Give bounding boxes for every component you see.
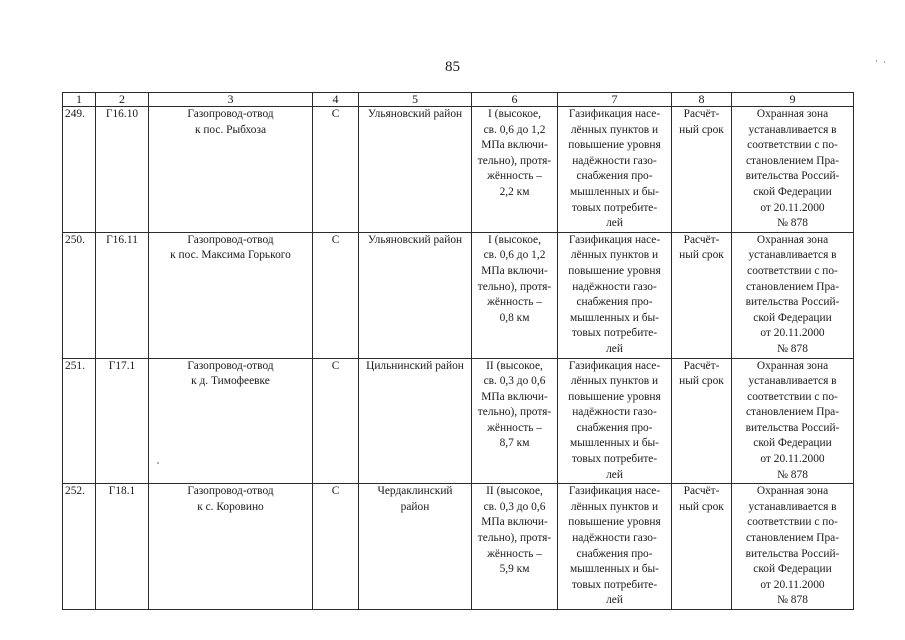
- cell-parameters-line: 0,8 км: [499, 311, 530, 324]
- column-header-4: 4: [313, 93, 359, 107]
- cell-number: 249.: [63, 107, 96, 233]
- column-header-5: 5: [359, 93, 472, 107]
- cell-purpose: [558, 232, 672, 358]
- cell-protection-zone-line: становлением Пра-: [745, 406, 840, 419]
- cell-protection-zone-line: № 878: [777, 468, 808, 481]
- cell-parameters-line: I (высокое,: [488, 233, 541, 246]
- column-number-row: [63, 93, 854, 107]
- cell-parameters-line: св. 0,6 до 1,2: [483, 249, 546, 262]
- cell-parameters-line: МПа включи-: [481, 264, 548, 277]
- cell-purpose-line: Газификация насе-: [568, 359, 661, 372]
- table-row: [63, 358, 854, 484]
- cell-purpose-line: Газификация насе-: [568, 485, 661, 498]
- cell-parameters-line: II (высокое,: [486, 359, 543, 372]
- column-header-2: 2: [96, 93, 149, 107]
- cell-parameters: [472, 107, 558, 233]
- cell-object-name: [149, 107, 313, 233]
- cell-protection-zone: [732, 232, 854, 358]
- cell-protection-zone-line: от 20.11.2000: [760, 578, 825, 591]
- cell-term: [672, 107, 732, 233]
- cell-purpose-line: повышение уровня: [568, 390, 661, 403]
- cell-protection-zone-line: устанавливается в: [748, 249, 837, 262]
- cell-protection-zone: [732, 484, 854, 610]
- cell-purpose-line: лённых пунктов и: [570, 500, 659, 513]
- cell-parameters-line: 8,7 км: [499, 437, 530, 450]
- cell-term-line: ный срок: [679, 123, 724, 136]
- cell-protection-zone-line: № 878: [777, 342, 808, 355]
- cell-parameters-line: св. 0,3 до 0,6: [483, 375, 546, 388]
- cell-term-line: Расчёт-: [683, 485, 720, 498]
- cell-protection-zone-line: соответствии с по-: [747, 390, 838, 403]
- cell-object-name-line: к пос. Рыбхоза: [194, 123, 267, 136]
- cell-object-name-line: Газопровод-отвод: [187, 108, 274, 120]
- cell-protection-zone-line: соответствии с по-: [747, 139, 838, 152]
- cell-type: С: [313, 107, 359, 233]
- cell-parameters-line: тельно), протя-: [477, 406, 552, 419]
- cell-parameters-line: МПа включи-: [481, 390, 548, 403]
- cell-protection-zone-line: Охранная зона: [756, 485, 829, 498]
- cell-parameters-line: МПа включи-: [481, 139, 548, 152]
- cell-protection-zone-line: от 20.11.2000: [760, 201, 825, 214]
- cell-code: Г18.1: [96, 484, 149, 610]
- column-header-7: 7: [558, 93, 672, 107]
- cell-parameters-line: I (высокое,: [488, 108, 541, 120]
- cell-protection-zone-line: ской Федерации: [753, 563, 832, 576]
- cell-purpose-line: снабжения про-: [576, 421, 653, 434]
- cell-purpose-line: Газификация насе-: [568, 233, 661, 246]
- cell-protection-zone-line: ской Федерации: [753, 185, 832, 198]
- cell-term-line: Расчёт-: [683, 359, 720, 372]
- cell-purpose-line: лей: [606, 217, 623, 230]
- cell-object-name-line: Газопровод-отвод: [187, 233, 274, 246]
- cell-purpose: [558, 107, 672, 233]
- cell-protection-zone: [732, 358, 854, 484]
- cell-protection-zone-line: устанавливается в: [748, 375, 837, 388]
- cell-parameters-line: II (высокое,: [486, 485, 543, 498]
- cell-code: Г17.1: [96, 358, 149, 484]
- cell-purpose-line: товых потребите-: [571, 453, 658, 466]
- cell-protection-zone-line: № 878: [777, 594, 808, 607]
- column-header-6: 6: [472, 93, 558, 107]
- cell-parameters-line: тельно), протя-: [477, 532, 552, 545]
- cell-purpose-line: лённых пунктов и: [570, 123, 659, 136]
- cell-code: Г16.10: [96, 107, 149, 233]
- cell-protection-zone-line: становлением Пра-: [745, 154, 840, 167]
- cell-district-line: Цильнинский район: [366, 359, 464, 372]
- cell-protection-zone-line: соответствии с по-: [747, 516, 838, 529]
- cell-object-name: [149, 232, 313, 358]
- cell-purpose-line: мышленных и бы-: [570, 437, 659, 450]
- cell-protection-zone-line: Охранная зона: [756, 233, 829, 246]
- cell-purpose-line: снабжения про-: [576, 547, 653, 560]
- cell-purpose: [558, 484, 672, 610]
- cell-district: [359, 358, 472, 484]
- cell-purpose-line: снабжения про-: [576, 296, 653, 309]
- scan-speck: [157, 462, 159, 464]
- column-header-3: 3: [149, 93, 313, 107]
- cell-term: [672, 358, 732, 484]
- cell-term-line: Расчёт-: [683, 108, 720, 120]
- cell-term-line: ный срок: [679, 249, 724, 262]
- cell-parameters-line: жённость –: [487, 296, 542, 309]
- cell-district-line: район: [400, 500, 430, 513]
- cell-purpose-line: товых потребите-: [571, 578, 658, 591]
- cell-district: [359, 232, 472, 358]
- cell-district-line: Ульяновский район: [367, 108, 463, 120]
- cell-purpose-line: лённых пунктов и: [570, 375, 659, 388]
- cell-term: [672, 484, 732, 610]
- cell-parameters-line: жённость –: [487, 170, 542, 183]
- cell-purpose-line: надёжности газо-: [572, 280, 657, 293]
- cell-code: Г16.11: [96, 232, 149, 358]
- cell-purpose: [558, 358, 672, 484]
- cell-purpose-line: повышение уровня: [568, 264, 661, 277]
- cell-purpose-line: лённых пунктов и: [570, 249, 659, 262]
- cell-type: С: [313, 358, 359, 484]
- cell-protection-zone-line: соответствии с по-: [747, 264, 838, 277]
- cell-purpose-line: товых потребите-: [571, 327, 658, 340]
- cell-protection-zone-line: вительства Россий-: [745, 421, 840, 434]
- cell-protection-zone-line: Охранная зона: [756, 108, 829, 120]
- column-header-8: 8: [672, 93, 732, 107]
- cell-object-name-line: к д. Тимофеевке: [191, 375, 270, 388]
- cell-purpose-line: товых потребите-: [571, 201, 658, 214]
- cell-protection-zone-line: от 20.11.2000: [760, 327, 825, 340]
- cell-type: С: [313, 484, 359, 610]
- cell-parameters-line: МПа включи-: [481, 516, 548, 529]
- cell-term: [672, 232, 732, 358]
- cell-parameters: [472, 358, 558, 484]
- cell-purpose-line: надёжности газо-: [572, 532, 657, 545]
- cell-protection-zone-line: Охранная зона: [756, 359, 829, 372]
- cell-protection-zone-line: вительства Россий-: [745, 296, 840, 309]
- table-body: [63, 107, 854, 610]
- scan-speck: [884, 61, 885, 63]
- cell-purpose-line: Газификация насе-: [568, 108, 661, 120]
- cell-protection-zone-line: ской Федерации: [753, 437, 832, 450]
- cell-object-name-line: Газопровод-отвод: [187, 485, 274, 498]
- cell-object-name-line: Газопровод-отвод: [187, 359, 274, 372]
- cell-purpose-line: мышленных и бы-: [570, 311, 659, 324]
- table-row: [63, 484, 854, 610]
- table-row: [63, 232, 854, 358]
- cell-purpose-line: надёжности газо-: [572, 154, 657, 167]
- cell-protection-zone: [732, 107, 854, 233]
- cell-parameters-line: 2,2 км: [499, 185, 530, 198]
- cell-protection-zone-line: № 878: [777, 217, 808, 230]
- cell-protection-zone-line: вительства Россий-: [745, 547, 840, 560]
- cell-term-line: Расчёт-: [683, 233, 720, 246]
- cell-purpose-line: повышение уровня: [568, 516, 661, 529]
- cell-parameters: [472, 232, 558, 358]
- cell-protection-zone-line: становлением Пра-: [745, 280, 840, 293]
- cell-object-name-line: к с. Коровино: [197, 500, 264, 513]
- cell-district-line: Чердаклинский: [377, 485, 453, 498]
- cell-number: 252.: [63, 484, 96, 610]
- cell-type: С: [313, 232, 359, 358]
- cell-purpose-line: повышение уровня: [568, 139, 661, 152]
- table-row: [63, 107, 854, 233]
- cell-purpose-line: надёжности газо-: [572, 406, 657, 419]
- cell-parameters: [472, 484, 558, 610]
- cell-parameters-line: жённость –: [487, 421, 542, 434]
- cell-number: 250.: [63, 232, 96, 358]
- cell-parameters-line: св. 0,6 до 1,2: [483, 123, 546, 136]
- cell-purpose-line: мышленных и бы-: [570, 185, 659, 198]
- cell-protection-zone-line: устанавливается в: [748, 500, 837, 513]
- column-header-9: 9: [732, 93, 854, 107]
- cell-parameters-line: тельно), протя-: [477, 280, 552, 293]
- cell-term-line: ный срок: [679, 375, 724, 388]
- cell-number: 251.: [63, 358, 96, 484]
- gas-pipeline-register-table: [62, 92, 854, 610]
- cell-district-line: Ульяновский район: [367, 233, 463, 246]
- cell-purpose-line: лей: [606, 342, 623, 355]
- cell-district: [359, 107, 472, 233]
- cell-purpose-line: лей: [606, 468, 623, 481]
- cell-object-name-line: к пос. Максима Горького: [170, 249, 291, 262]
- cell-parameters-line: жённость –: [487, 547, 542, 560]
- cell-term-line: ный срок: [679, 500, 724, 513]
- cell-purpose-line: мышленных и бы-: [570, 563, 659, 576]
- cell-object-name: [149, 358, 313, 484]
- cell-protection-zone-line: устанавливается в: [748, 123, 837, 136]
- cell-protection-zone-line: от 20.11.2000: [760, 453, 825, 466]
- cell-protection-zone-line: становлением Пра-: [745, 532, 840, 545]
- scan-speck: [876, 60, 877, 62]
- cell-protection-zone-line: вительства Россий-: [745, 170, 840, 183]
- cell-parameters-line: 5,9 км: [499, 563, 530, 576]
- column-header-1: 1: [63, 93, 96, 107]
- cell-purpose-line: лей: [606, 594, 623, 607]
- cell-object-name: [149, 484, 313, 610]
- page-number: 85: [445, 59, 460, 75]
- cell-district: [359, 484, 472, 610]
- cell-parameters-line: св. 0,3 до 0,6: [483, 500, 546, 513]
- cell-purpose-line: снабжения про-: [576, 170, 653, 183]
- cell-parameters-line: тельно), протя-: [477, 154, 552, 167]
- cell-protection-zone-line: ской Федерации: [753, 311, 832, 324]
